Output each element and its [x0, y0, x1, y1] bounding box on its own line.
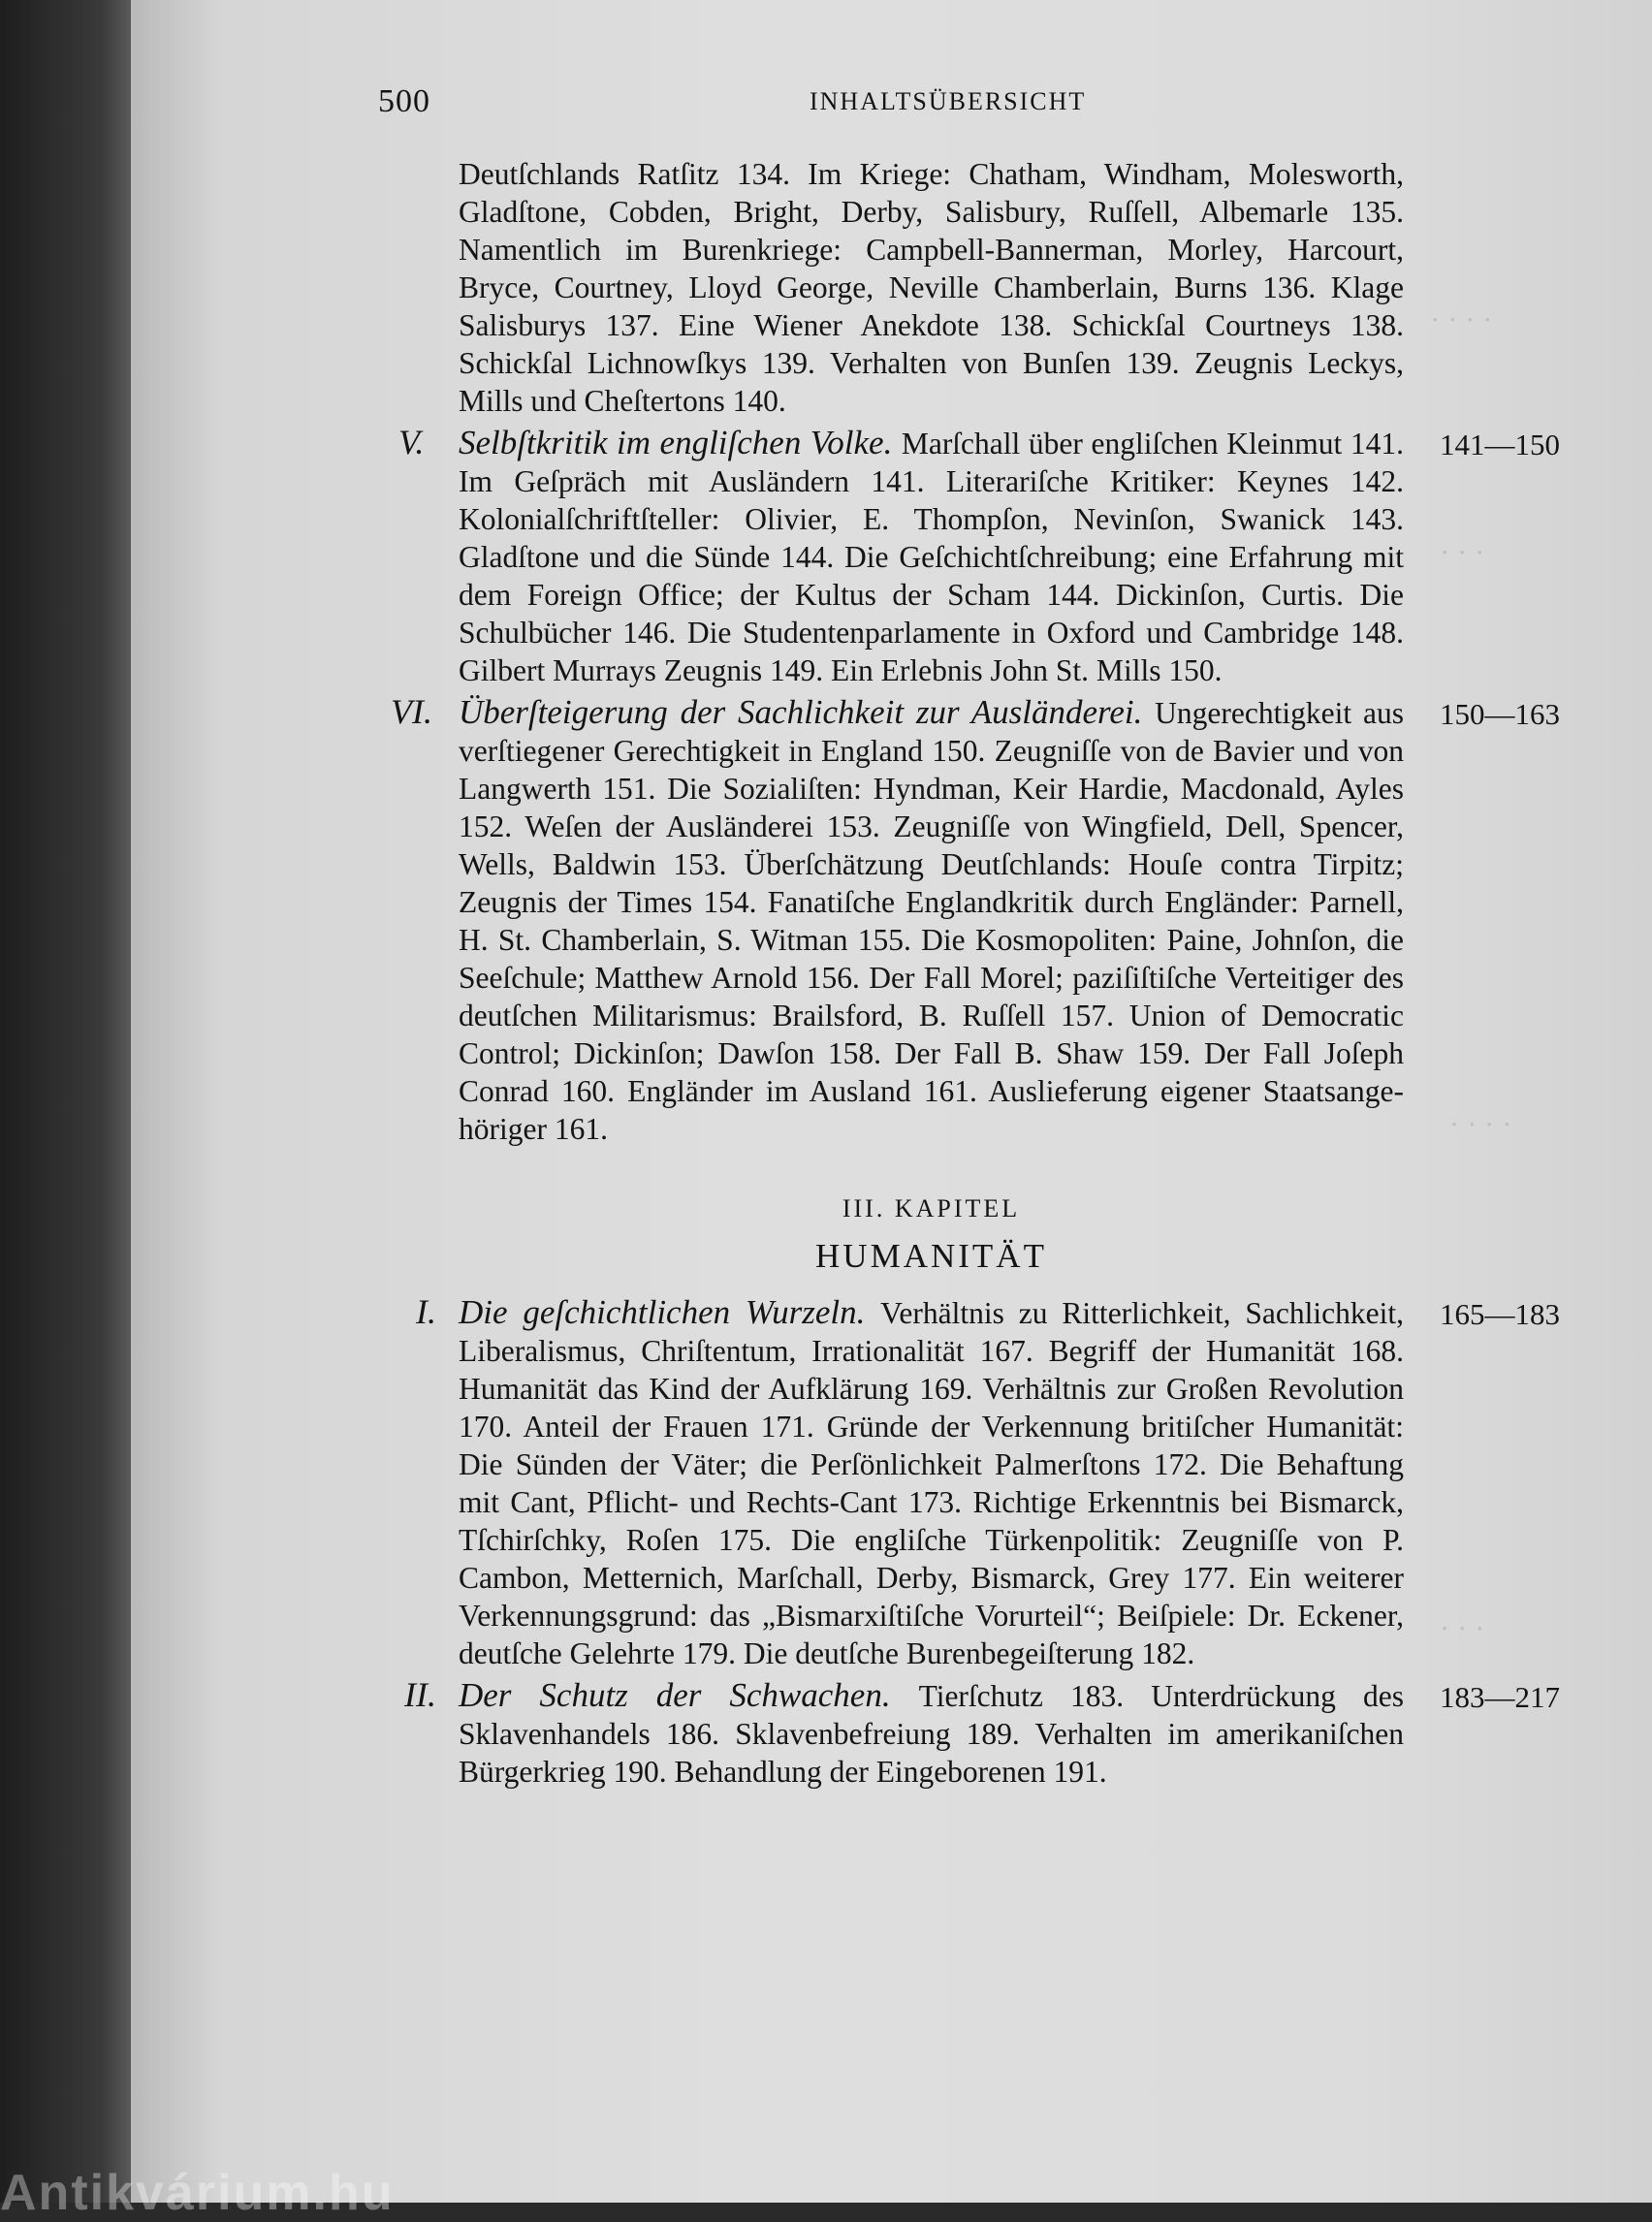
facing-page-bleed: · · · [1440, 535, 1485, 569]
toc-entry-continued [459, 155, 1404, 420]
section-numeral: II. [404, 1675, 436, 1714]
toc-entry-text: Marſchall über engliſchen Kleinmut 141. Im Geſpräch mit Ausländern 141. Literariſche Kritiker: Keynes 142. Kolonialſchriftſteller: Olivier, E. Thompſon, Nevinſon, Swanick 143. Gladſtone und die Sünde 144. Die Geſchichtſchreibung; eine Erfahrung mit dem Foreign Office; der Kultus der Scham 144. Dickinſon, Curtis. Die Schulbücher 146. Die Studentenparlamente in Oxford und Cambridge 148. Gilbert Murrays Zeugnis 149. Ein Erlebnis John St. Mills 150. [459, 427, 1404, 687]
toc-entry-text: Deutſchlands Ratſitz 134. Im Kriege: Chatham, Windham, Molesworth, Gladſtone, Cobden, Bright, Derby, Salisbury, Ruſſell, Albemarle 135. Namentlich im Burenkriege: Campbell-Bannerman, Morley, Harcourt, Bryce, Courtney, Lloyd George, Neville Chamberlain, Burns 136. Klage Salisburys 137. Eine Wiener Anekdote 138. Schickſal Courtneys 138. Schickſal Lichnowſkys 139. Verhalten von Bunſen 139. Zeugnis Leckys, Mills und Cheſtertons 140. [459, 157, 1404, 418]
toc-entry-text: Verhältnis zu Ritterlichkeit, Sachlichkeit, Liberalismus, Chriſtentum, Irrationalität 167. Begriff der Humanität 168. Humanität das Kind der Aufklärung 169. Verhältnis zur Großen Revolution 170. Anteil der Frauen 171. Gründe der Verkennung britiſcher Humanität: Die Sünden der Väter; die Perſönlichkeit Palmerſtons 172. Die Behaftung mit Cant, Pflicht- und Rechts-Cant 173. Richtige Erkenntnis bei Bismarck, Tſchirſchky, Roſen 175. Die engliſche Türkenpolitik: Zeugniſſe von P. Cambon, Metternich, Marſchall, Derby, Bismarck, Grey 177. Ein weiterer Verkennungsgrund: das „Bismarxiſtiſche Vorurteil“; Beiſpiele: Dr. Eckener, deutſche Gelehrte 179. Die deutſche Burenbegeiſterung 182. [459, 1296, 1404, 1670]
page-range: 183—217 [1440, 1680, 1560, 1714]
toc-entry-v [398, 423, 1560, 689]
watermark: Antikvárium.hu [0, 2165, 395, 2221]
chapter-label: III. KAPITEL [842, 1194, 1021, 1222]
facing-page-bleed: · · · · [1430, 302, 1493, 336]
page-range: 150—163 [1440, 697, 1560, 731]
table-of-contents [0, 155, 1652, 1791]
toc-entry-ii [404, 1675, 1560, 1791]
section-heading: Die geſchichtlichen Wurzeln. [459, 1293, 881, 1331]
facing-page-bleed: · · · [1440, 1611, 1485, 1645]
section-numeral: I. [416, 1292, 436, 1331]
toc-entry-i [416, 1292, 1560, 1672]
page-range: 165—183 [1440, 1297, 1560, 1331]
section-numeral: VI. [391, 692, 432, 731]
toc-entry-vi [391, 692, 1560, 1148]
section-heading: Überſteigerung der Sachlichkeit zur Ausländerei. [459, 693, 1156, 731]
page-range: 141—150 [1440, 428, 1560, 461]
section-numeral: V. [398, 423, 425, 461]
facing-page-bleed: · · · · [1449, 1107, 1512, 1141]
page-header [378, 83, 1406, 122]
running-head: INHALTSÜBERSICHT [810, 87, 1087, 115]
page-number: 500 [378, 83, 430, 119]
toc-entry-text: Tierſchutz 183. Unterdrückung des Sklavenhandels 186. Sklavenbefreiung 189. Verhalten im amerikaniſchen Bürgerkrieg 190. Behandlung der Eingeborenen 191. [459, 1679, 1404, 1789]
section-heading: Selbſtkritik im engliſchen Volke. [459, 424, 902, 461]
chapter-title: HUMANITÄT [815, 1237, 1047, 1275]
section-heading: Der Schutz der Schwachen. [459, 1676, 919, 1714]
toc-entry-text: Ungerechtigkeit aus verſtiegener Gerechtigkeit in England 150. Zeugniſſe von de Bavier und von Langwerth 151. Die Sozialiſten: Hyndman, Keir Hardie, Macdonald, Ayles 152. Weſen der Ausländerei 153. Zeugniſſe von Wingfield, Dell, Spencer, Wells, Baldwin 153. Überſchätzung Deutſchlands: Houſe contra Tirpitz; Zeugnis der Times 154. Fanatiſche Englandkritik durch Engländer: Parnell, H. St. Chamberlain, S. Witman 155. Die Kosmopoliten: Paine, Johnſon, die Seeſchule; Matthew Arnold 156. Der Fall Morel; paziſiſtiſche Verteitiger des deutſchen Militarismus: Brailsford, B. Ruſſell 157. Union of Democratic Control; Dickinſon; Dawſon 158. Der Fall B. Shaw 159. Der Fall Joſeph Conrad 160. Engländer im Ausland 161. Auslieferung eigener Staatsangehöriger 161. [459, 696, 1404, 1146]
